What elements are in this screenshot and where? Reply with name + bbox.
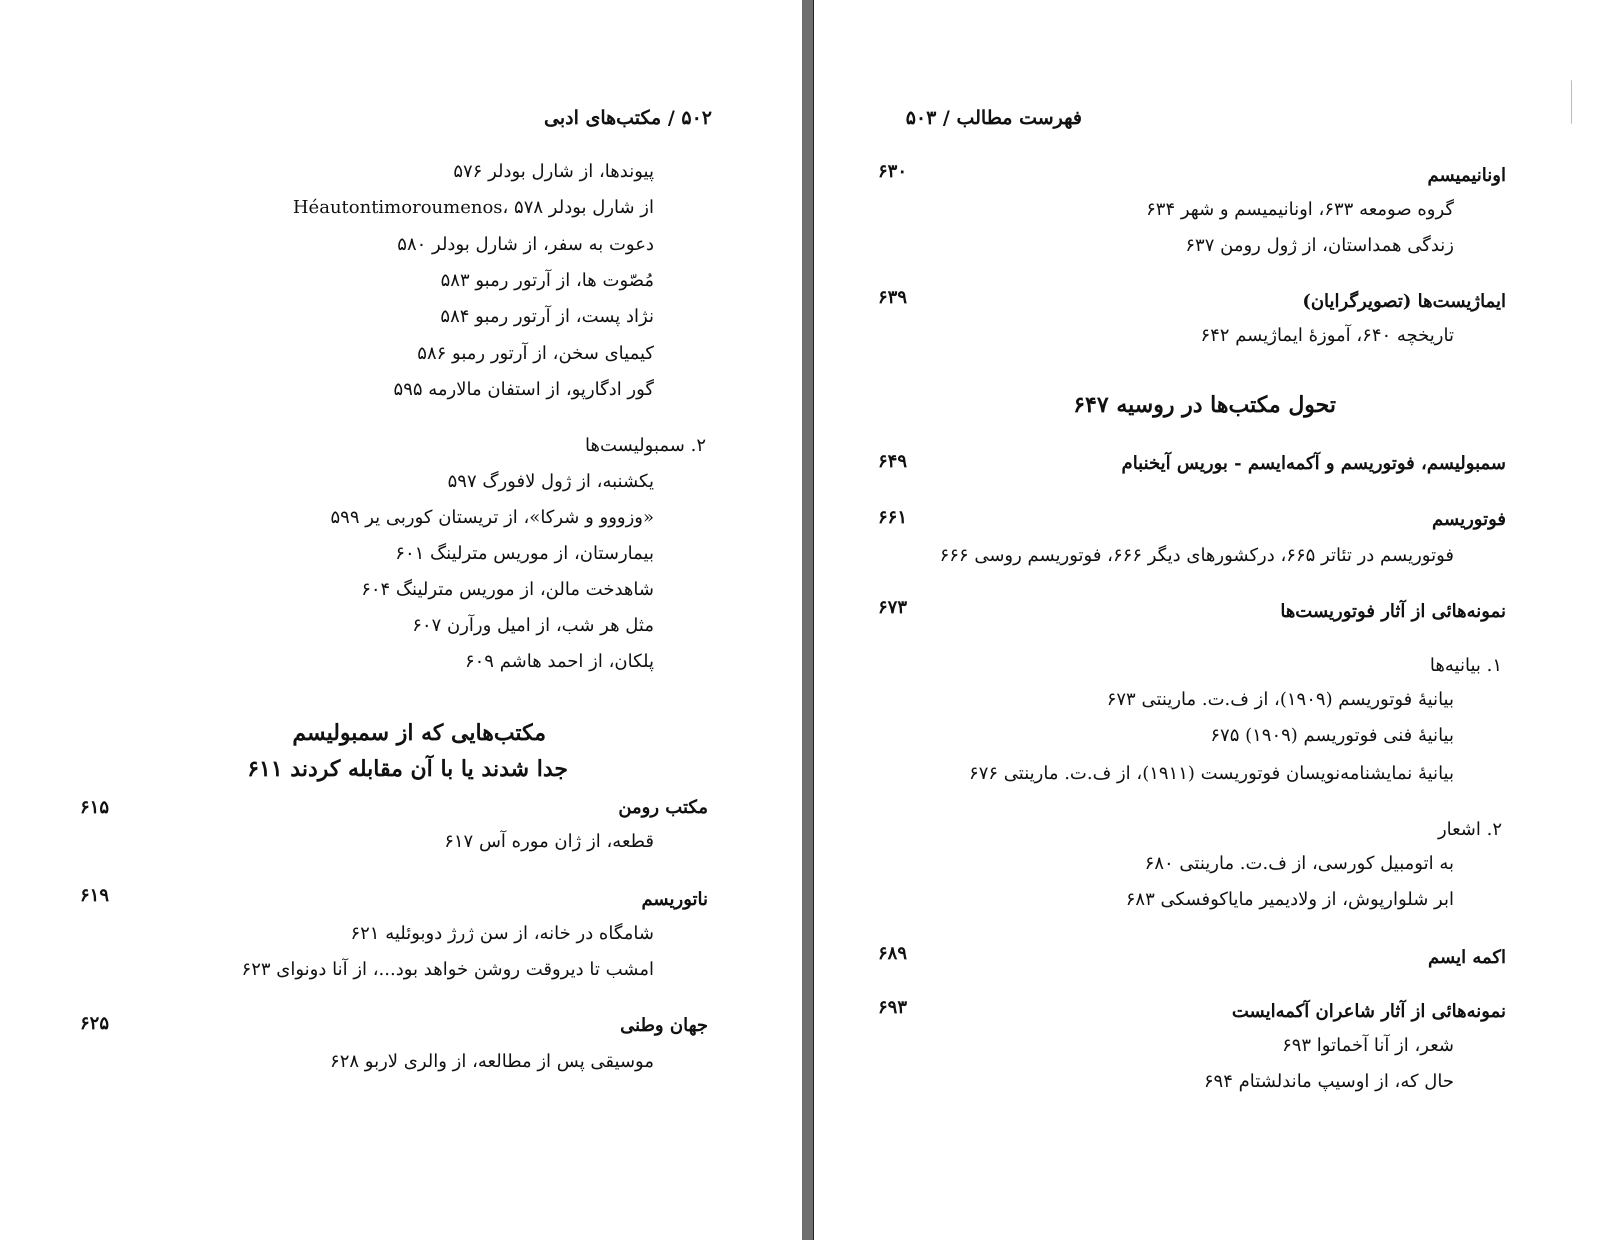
section-subheading: ۲. اشعار (1437, 819, 1502, 840)
page-number: ۶۱۵ (80, 797, 110, 818)
toc-entry: تاریخچه ۶۴۰، آموزهٔ ایماژیسم ۶۴۲ (1200, 325, 1454, 346)
section-title: فوتوریسم (1432, 509, 1506, 530)
page-number: ۶۳۹ (878, 287, 908, 308)
section-title: نمونه‌هائی از آثار فوتوریست‌ها (1280, 601, 1506, 622)
toc-entry: مثل هر شب، از امیل ورآرن ۶۰۷ (412, 615, 654, 636)
toc-entry: گروه صومعه ۶۳۳، اونانیمیسم و شهر ۶۳۴ (1146, 199, 1454, 220)
toc-entry: ابر شلوارپوش، از ولادیمیر مایاکوفسکی ۶۸۳ (1125, 889, 1454, 910)
toc-entry: بیمارستان، از موریس مترلینگ ۶۰۱ (395, 543, 654, 564)
right-page-header: فهرست مطالب / ۵۰۳ (905, 107, 1082, 129)
section-title: اکمه ایسم (1428, 947, 1506, 968)
section-subheading: ۱. بیانیه‌ها (1429, 655, 1502, 676)
toc-entry: بیانیهٔ فوتوریسم (۱۹۰۹)، از ف.ت. مارینتی ۶۷۳ (1106, 689, 1454, 710)
section-title: اونانیمیسم (1427, 165, 1506, 186)
page-number: ۶۹۳ (878, 997, 908, 1018)
left-page (0, 0, 802, 1240)
toc-entry: پلکان، از احمد هاشم ۶۰۹ (464, 651, 654, 672)
toc-entry: گور ادگارپو، از استفان مالارمه ۵۹۵ (393, 379, 654, 400)
toc-entry-text: Héautontimoroumenos، از شارل بودلر ۵۷۸ (292, 197, 654, 218)
section-subheading: ۲. سمبولیست‌ها (585, 435, 706, 456)
page-number: ۶۳۰ (878, 161, 908, 182)
toc-entry (293, 196, 654, 220)
chapter-title: جدا شدند یا با آن مقابله کردند ۶۱۱ (247, 756, 568, 782)
toc-entry: موسیقی پس از مطالعه، از والری لاربو ۶۲۸ (330, 1051, 654, 1072)
section-title: مکتب رومن (618, 797, 708, 818)
book-spine (802, 0, 814, 1240)
toc-entry: بیانیهٔ فنی فوتوریسم (۱۹۰۹) ۶۷۵ (1210, 725, 1454, 746)
page-edge-mark (1569, 80, 1572, 124)
toc-entry: قطعه، از ژان موره آس ۶۱۷ (444, 831, 654, 852)
toc-entry: حال که، از اوسیپ ماندلشتام ۶۹۴ (1203, 1071, 1454, 1092)
section-title: سمبولیسم، فوتوریسم و آکمه‌ایسم - بوریس آیخنبام (1121, 453, 1506, 474)
toc-entry: دعوت به سفر، از شارل بودلر ۵۸۰ (397, 234, 654, 255)
section-title: ایماژیست‌ها (تصویرگرایان) (1302, 291, 1506, 312)
page-number: ۶۶۱ (878, 507, 908, 528)
toc-entry: امشب تا دیروقت روشن خواهد بود...، از آنا دونوای ۶۲۳ (241, 959, 654, 980)
section-title: ناتوریسم (641, 889, 708, 910)
page-number: ۶۴۹ (878, 451, 908, 472)
toc-entry: به اتومبیل کورسی، از ف.ت. مارینتی ۶۸۰ (1144, 853, 1454, 874)
toc-entry: بیانیهٔ نمایشنامه‌نویسان فوتوریست (۱۹۱۱)، از ف.ت. مارینتی ۶۷۶ (969, 763, 1454, 784)
toc-entry: نژاد پست، از آرتور رمبو ۵۸۴ (440, 306, 654, 327)
chapter-title: مکتب‌هایی که از سمبولیسم (292, 720, 546, 746)
toc-entry: زندگی همداستان، از ژول رومن ۶۳۷ (1185, 235, 1454, 256)
page-number: ۶۲۵ (80, 1013, 110, 1034)
section-title: جهان وطنی (620, 1015, 708, 1036)
right-page (814, 0, 1612, 1240)
toc-entry: فوتوریسم در تئاتر ۶۶۵، درکشورهای دیگر ۶۶۶، فوتوریسم روسی ۶۶۶ (939, 545, 1454, 566)
left-page-header: ۵۰۲ / مکتب‌های ادبی (543, 107, 712, 129)
toc-entry: مُصّوت ها، از آرتور رمبو ۵۸۳ (440, 270, 654, 291)
page-number: ۶۷۳ (878, 597, 908, 618)
chapter-title: تحول مکتب‌ها در روسیه ۶۴۷ (1073, 392, 1336, 418)
section-title: نمونه‌هائی از آثار شاعران آکمه‌ایست (1231, 1001, 1506, 1022)
page-number: ۶۱۹ (80, 885, 110, 906)
toc-entry: یکشنبه، از ژول لافورگ ۵۹۷ (447, 471, 654, 492)
toc-entry: شاهدخت مالن، از موریس مترلینگ ۶۰۴ (361, 579, 654, 600)
toc-entry: کیمیای سخن، از آرتور رمبو ۵۸۶ (417, 343, 654, 364)
toc-entry: شامگاه در خانه، از سن ژرژ دوبوئلیه ۶۲۱ (350, 923, 654, 944)
toc-entry: شعر، از آنا آخماتوا ۶۹۳ (1282, 1035, 1454, 1056)
page-number: ۶۸۹ (878, 943, 908, 964)
toc-entry: «وزووو و شرکا»، از تریستان کوربی یر ۵۹۹ (330, 507, 654, 528)
toc-entry: پیوندها، از شارل بودلر ۵۷۶ (453, 161, 654, 182)
